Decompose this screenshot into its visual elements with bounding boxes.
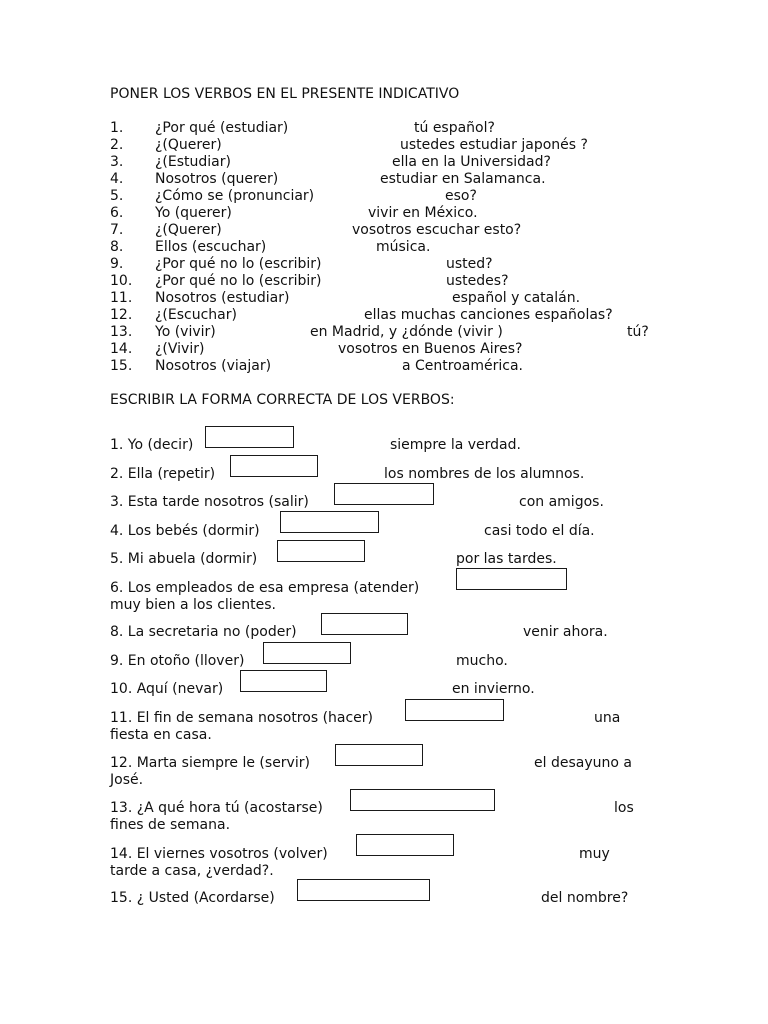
exercise-item-5: 5. Mi abuela (dormir) xyxy=(110,551,258,567)
item-number: 1. xyxy=(110,120,124,136)
exercise-item-6-wrap: muy bien a los clientes. xyxy=(110,597,276,613)
item-continuation: español y catalán. xyxy=(452,290,581,306)
item-number: 4. xyxy=(110,171,124,187)
item-continuation: vivir en México. xyxy=(368,205,478,221)
item-prompt: Nosotros (viajar) xyxy=(155,358,272,374)
item-prompt: ¿(Estudiar) xyxy=(155,154,231,170)
item-continuation: estudiar en Salamanca. xyxy=(380,171,546,187)
item-prompt: ¿Por qué no lo (escribir) xyxy=(155,256,322,272)
exercise-item-8-rest: venir ahora. xyxy=(523,624,608,640)
exercise-item-8: 8. La secretaria no (poder) xyxy=(110,624,297,640)
answer-input-11[interactable] xyxy=(405,699,504,721)
exercise-item-6: 6. Los empleados de esa empresa (atender) xyxy=(110,580,420,596)
exercise-item-14: 14. El viernes vosotros (volver) xyxy=(110,846,328,862)
exercise-item-1-rest: siempre la verdad. xyxy=(390,437,521,453)
item-continuation: vosotros escuchar esto? xyxy=(352,222,522,238)
item-continuation: a Centroamérica. xyxy=(402,358,523,374)
exercise-item-4-rest: casi todo el día. xyxy=(484,523,595,539)
item-continuation: ellas muchas canciones españolas? xyxy=(364,307,613,323)
answer-input-6[interactable] xyxy=(456,568,567,590)
item-number: 8. xyxy=(110,239,124,255)
item-number: 15. xyxy=(110,358,133,374)
item-prompt: ¿(Vivir) xyxy=(155,341,205,357)
exercise-item-12-rest: el desayuno a xyxy=(534,755,632,771)
exercise-item-11: 11. El fin de semana nosotros (hacer) xyxy=(110,710,374,726)
item-prompt: Yo (vivir) xyxy=(155,324,216,340)
item-number: 2. xyxy=(110,137,124,153)
item-continuation: música. xyxy=(376,239,431,255)
item-continuation: vosotros en Buenos Aires? xyxy=(338,341,523,357)
item-number: 9. xyxy=(110,256,124,272)
item-number: 3. xyxy=(110,154,124,170)
item-continuation: usted? xyxy=(446,256,493,272)
item-tail: tú? xyxy=(627,324,649,340)
answer-input-10[interactable] xyxy=(240,670,327,692)
item-prompt: ¿(Querer) xyxy=(155,222,222,238)
exercise-item-13-rest: los xyxy=(614,800,634,816)
exercise-item-5-rest: por las tardes. xyxy=(456,551,557,567)
item-prompt: Ellos (escuchar) xyxy=(155,239,267,255)
exercise-item-3-rest: con amigos. xyxy=(519,494,604,510)
answer-input-2[interactable] xyxy=(230,455,318,477)
item-prompt: Nosotros (estudiar) xyxy=(155,290,290,306)
answer-input-3[interactable] xyxy=(334,483,434,505)
exercise-item-2-rest: los nombres de los alumnos. xyxy=(384,466,585,482)
section1-title: PONER LOS VERBOS EN EL PRESENTE INDICATIVO xyxy=(110,86,460,102)
item-prompt: ¿(Querer) xyxy=(155,137,222,153)
answer-input-13[interactable] xyxy=(350,789,495,811)
item-number: 13. xyxy=(110,324,133,340)
answer-input-5[interactable] xyxy=(277,540,365,562)
item-prompt: ¿Cómo se (pronunciar) xyxy=(155,188,315,204)
answer-input-1[interactable] xyxy=(205,426,294,448)
exercise-item-10-rest: en invierno. xyxy=(452,681,535,697)
exercise-item-10: 10. Aquí (nevar) xyxy=(110,681,224,697)
item-prompt: ¿(Escuchar) xyxy=(155,307,237,323)
exercise-item-4: 4. Los bebés (dormir) xyxy=(110,523,260,539)
item-continuation: ella en la Universidad? xyxy=(392,154,551,170)
item-number: 6. xyxy=(110,205,124,221)
answer-input-9[interactable] xyxy=(263,642,351,664)
exercise-item-14-wrap: tarde a casa, ¿verdad?. xyxy=(110,863,274,879)
item-number: 7. xyxy=(110,222,124,238)
item-prompt: ¿Por qué (estudiar) xyxy=(155,120,289,136)
answer-input-14[interactable] xyxy=(356,834,454,856)
exercise-item-2: 2. Ella (repetir) xyxy=(110,466,216,482)
exercise-item-11-rest: una xyxy=(594,710,621,726)
exercise-item-9: 9. En otoño (llover) xyxy=(110,653,245,669)
exercise-item-9-rest: mucho. xyxy=(456,653,508,669)
item-number: 12. xyxy=(110,307,133,323)
exercise-item-11-wrap: fiesta en casa. xyxy=(110,727,212,743)
section2-title: ESCRIBIR LA FORMA CORRECTA DE LOS VERBOS: xyxy=(110,392,455,408)
exercise-item-14-rest: muy xyxy=(579,846,610,862)
answer-input-12[interactable] xyxy=(335,744,423,766)
item-prompt: ¿Por qué no lo (escribir) xyxy=(155,273,322,289)
item-number: 11. xyxy=(110,290,133,306)
item-prompt: Yo (querer) xyxy=(155,205,232,221)
item-continuation: tú español? xyxy=(414,120,495,136)
item-number: 14. xyxy=(110,341,133,357)
exercise-item-1: 1. Yo (decir) xyxy=(110,437,194,453)
item-number: 5. xyxy=(110,188,124,204)
item-continuation: ustedes? xyxy=(446,273,509,289)
item-prompt: Nosotros (querer) xyxy=(155,171,279,187)
exercise-item-12-wrap: José. xyxy=(110,772,144,788)
answer-input-15[interactable] xyxy=(297,879,430,901)
exercise-item-13-wrap: fines de semana. xyxy=(110,817,231,833)
item-continuation: eso? xyxy=(445,188,477,204)
answer-input-4[interactable] xyxy=(280,511,379,533)
item-continuation: en Madrid, y ¿dónde (vivir ) xyxy=(310,324,503,340)
answer-input-8[interactable] xyxy=(321,613,408,635)
exercise-item-15: 15. ¿ Usted (Acordarse) xyxy=(110,890,275,906)
item-number: 10. xyxy=(110,273,133,289)
exercise-item-13: 13. ¿A qué hora tú (acostarse) xyxy=(110,800,323,816)
exercise-item-3: 3. Esta tarde nosotros (salir) xyxy=(110,494,309,510)
exercise-item-15-rest: del nombre? xyxy=(541,890,629,906)
exercise-item-12: 12. Marta siempre le (servir) xyxy=(110,755,310,771)
item-continuation: ustedes estudiar japonés ? xyxy=(400,137,588,153)
